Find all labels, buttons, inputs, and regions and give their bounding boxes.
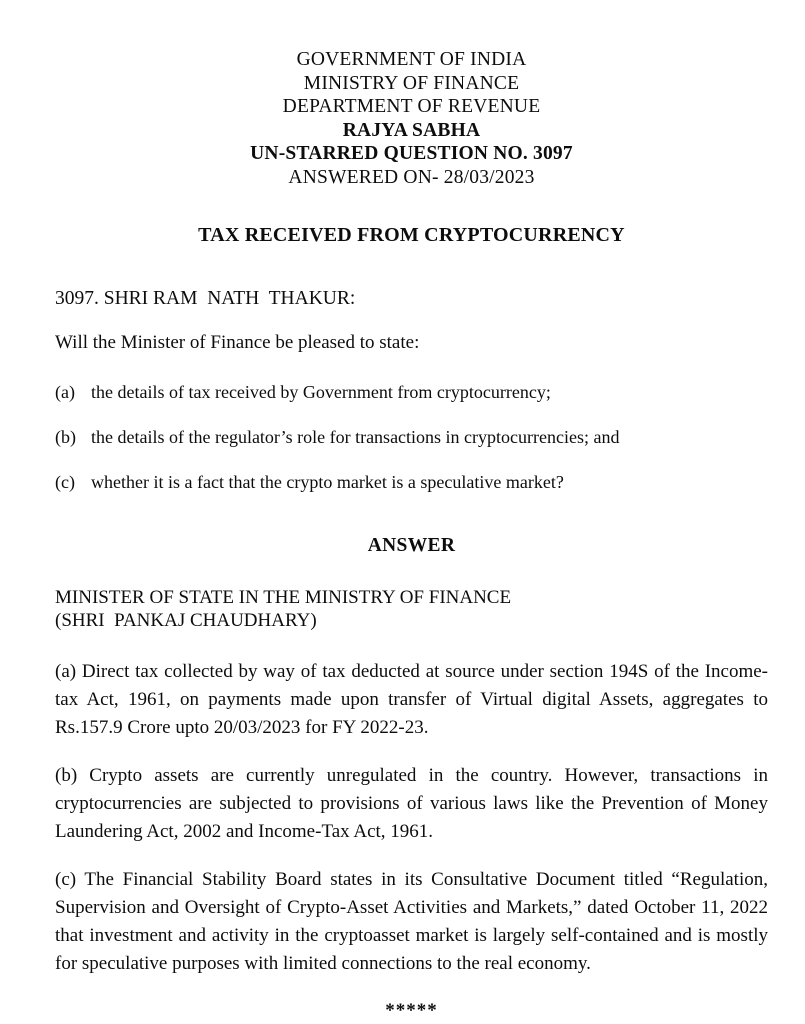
- answer-paragraph-b: (b) Crypto assets are currently unregulated in the country. However, transactions in cryptocurrencies are subjected to provisions of various laws like the Prevention of Money Laundering Act, 2002 and Income-Tax Act, 1961.: [55, 765, 768, 842]
- answer-paragraph-a: (a) Direct tax collected by way of tax deducted at source under section 194S of the Income-tax Act, 1961, on payments made upon transfer of Virtual digital Assets, aggregates to Rs.157.9 Crore upto 20/03/2023 for FY 2022-23.: [55, 661, 768, 738]
- header-line-question-number: UN-STARRED QUESTION NO. 3097: [250, 143, 573, 164]
- minister-block: [55, 586, 768, 632]
- answer-paragraph-c: (c) The Financial Stability Board states in its Consultative Document titled “Regulation, Supervision and Oversight of Crypto-Asset Activities and Markets,” dated October 11, 2022 that investment and activity in the cryptoasset market is largely self-contained and is mostly for speculative purposes with limited connections to the real economy.: [55, 869, 768, 974]
- answer-heading: ANSWER: [367, 535, 456, 556]
- question-item-text: the details of tax received by Government from cryptocurrency;: [91, 382, 551, 402]
- minister-title: MINISTER OF STATE IN THE MINISTRY OF FINANCE: [55, 587, 512, 608]
- header-line-ministry: MINISTRY OF FINANCE: [303, 72, 520, 94]
- page-title: TAX RECEIVED FROM CRYPTOCURRENCY: [198, 224, 625, 246]
- question-item-text: the details of the regulator’s role for transactions in cryptocurrencies; and: [91, 427, 620, 447]
- minister-name: (SHRI PANKAJ CHAUDHARY): [55, 610, 317, 631]
- end-marker: *****: [385, 1000, 438, 1021]
- list-item: [55, 426, 768, 449]
- question-intro: Will the Minister of Finance be pleased to state:: [55, 332, 420, 353]
- header-line-department: DEPARTMENT OF REVENUE: [282, 96, 541, 117]
- question-item-marker: (a): [55, 382, 75, 402]
- answer-body: [55, 658, 768, 978]
- header-line-government: GOVERNMENT OF INDIA: [296, 49, 527, 70]
- list-item: [55, 471, 768, 494]
- question-item-marker: (b): [55, 427, 76, 447]
- header-line-answered-on: ANSWERED ON- 28/03/2023: [288, 166, 535, 188]
- question-item-text: whether it is a fact that the crypto market is a speculative market?: [91, 472, 564, 492]
- question-asker: 3097. SHRI RAM NATH THAKUR:: [55, 288, 356, 309]
- list-item: [55, 381, 768, 404]
- question-list: [55, 381, 768, 494]
- header-line-house: RAJYA SABHA: [342, 119, 481, 141]
- question-item-marker: (c): [55, 472, 75, 492]
- document-header: [55, 48, 768, 189]
